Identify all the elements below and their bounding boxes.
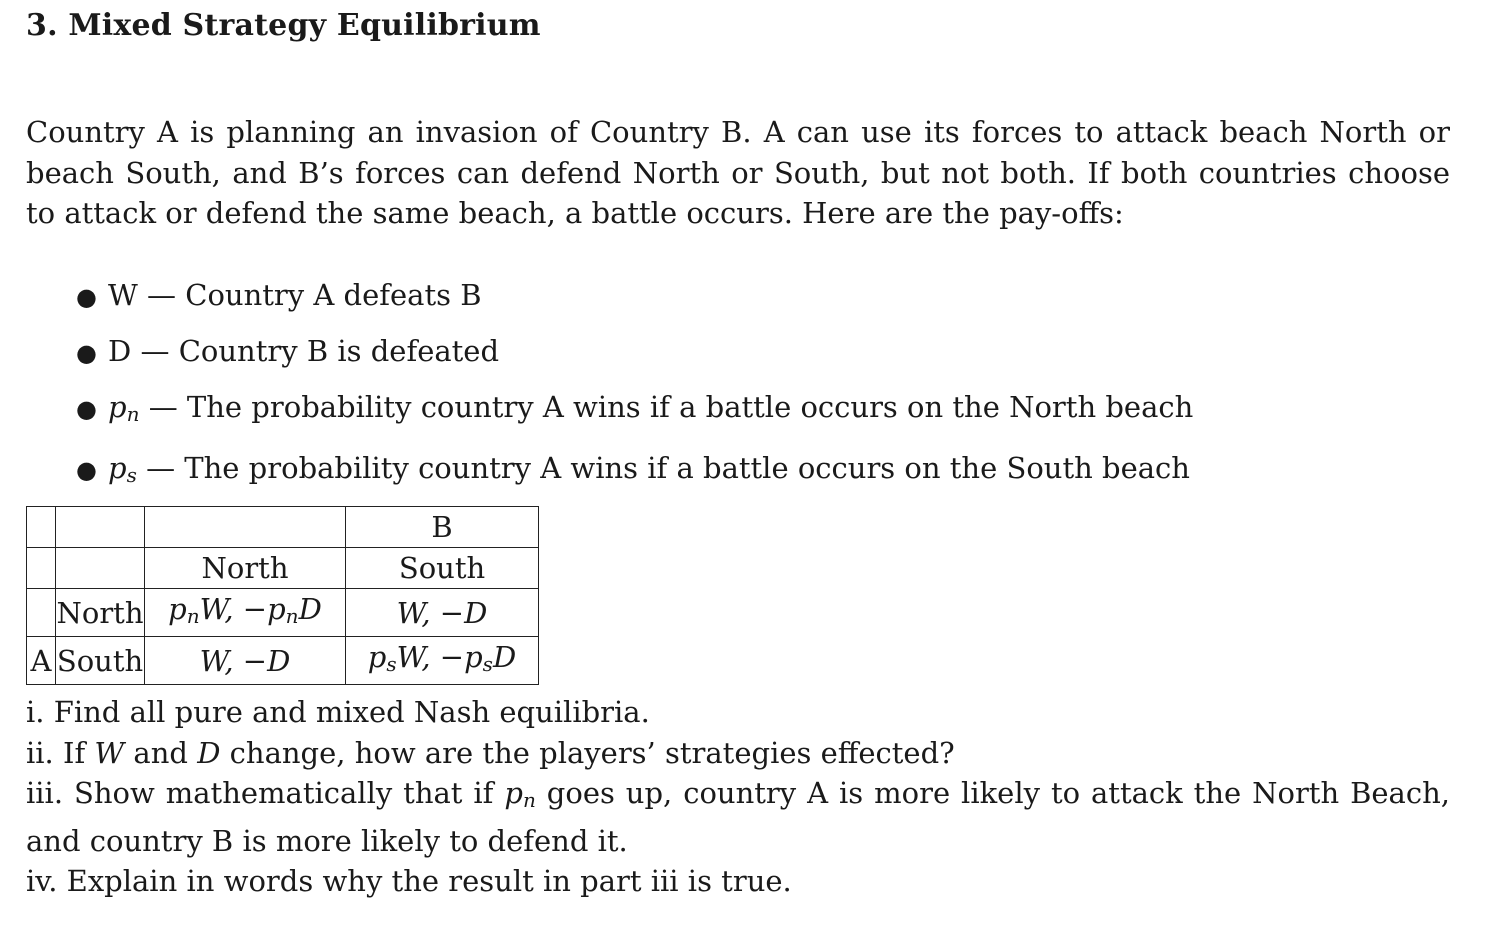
payoff-symbol: W: [108, 278, 138, 312]
col-header-south: South: [346, 548, 539, 589]
table-cell-empty: [56, 507, 145, 548]
col-header-north: North: [145, 548, 346, 589]
question-4: iv. Explain in words why the result in part iii is true.: [26, 864, 792, 898]
question-2: [26, 733, 1450, 774]
table-cell-empty: [56, 548, 145, 589]
cell-north-south: W, −D: [346, 589, 539, 637]
payoff-symbol: p: [108, 390, 127, 424]
bullet-icon: ●: [76, 395, 97, 423]
questions-block: [26, 692, 1450, 902]
table-row: [27, 589, 539, 637]
payoff-item-w: [76, 268, 1193, 324]
question-text: ii. If: [26, 735, 95, 770]
cell-south-south: $p_sW$, $-p_sD$: [346, 637, 539, 685]
math-symbol: W: [94, 735, 125, 770]
row-header-south: South: [56, 637, 145, 685]
cell-north-north: $p_nW$, $-p_nD$: [145, 589, 346, 637]
math-subscript: n: [522, 788, 536, 812]
payoff-dash: —: [146, 451, 176, 485]
payoff-item-d: [76, 324, 1193, 380]
section-heading: 3. Mixed Strategy Equilibrium: [26, 8, 541, 43]
payoff-matrix: [26, 506, 539, 685]
question-text: goes up, country A is more likely to attack the North Beach, and country B is more likely to defend it.: [26, 776, 1450, 858]
intro-paragraph: Country A is planning an invasion of Country B. A can use its forces to attack beach North or beach South, and B’s forces can defend North or South, but not both. If both countries choose to attack or defend the same beach, a battle occurs. Here are the pay-offs:: [26, 115, 1450, 230]
table-cell-empty: [27, 548, 56, 589]
bullet-icon: ●: [76, 339, 97, 367]
payoff-description: The probability country A wins if a battle occurs on the South beach: [184, 451, 1190, 485]
payoff-symbol: p: [108, 451, 127, 485]
table-cell-empty: [27, 589, 56, 637]
row-header-north: North: [56, 589, 145, 637]
payoff-dash: —: [140, 334, 170, 368]
payoff-item-pn: [76, 380, 1193, 441]
payoff-subscript: n: [126, 402, 140, 426]
table-cell-empty: [145, 507, 346, 548]
table-row: [27, 637, 539, 685]
payoff-subscript: s: [126, 463, 137, 487]
question-text: iii. Show mathematically that if: [26, 776, 505, 810]
payoff-list: [76, 268, 1193, 502]
question-text: and: [124, 735, 198, 770]
question-3: [26, 773, 1450, 861]
payoff-description: Country B is defeated: [178, 334, 500, 368]
bullet-icon: ●: [76, 456, 97, 484]
payoff-dash: —: [148, 390, 178, 424]
payoff-item-ps: [76, 441, 1193, 502]
payoff-description: The probability country A wins if a battle occurs on the North beach: [186, 390, 1194, 424]
cell-south-north: W, −D: [145, 637, 346, 685]
question-1: i. Find all pure and mixed Nash equilibria.: [26, 695, 650, 729]
table-row: [27, 548, 539, 589]
table-row: [27, 507, 539, 548]
math-symbol: D: [197, 735, 221, 770]
payoff-description: Country A defeats B: [185, 278, 482, 312]
bullet-icon: ●: [76, 283, 97, 311]
payoff-symbol: D: [108, 334, 132, 368]
table-cell-empty: [27, 507, 56, 548]
payoff-dash: —: [147, 278, 177, 312]
question-text: change, how are the players’ strategies effected?: [220, 735, 955, 770]
player-b-label: B: [346, 507, 539, 548]
player-a-label: A: [27, 637, 56, 685]
math-symbol: p: [504, 776, 523, 810]
